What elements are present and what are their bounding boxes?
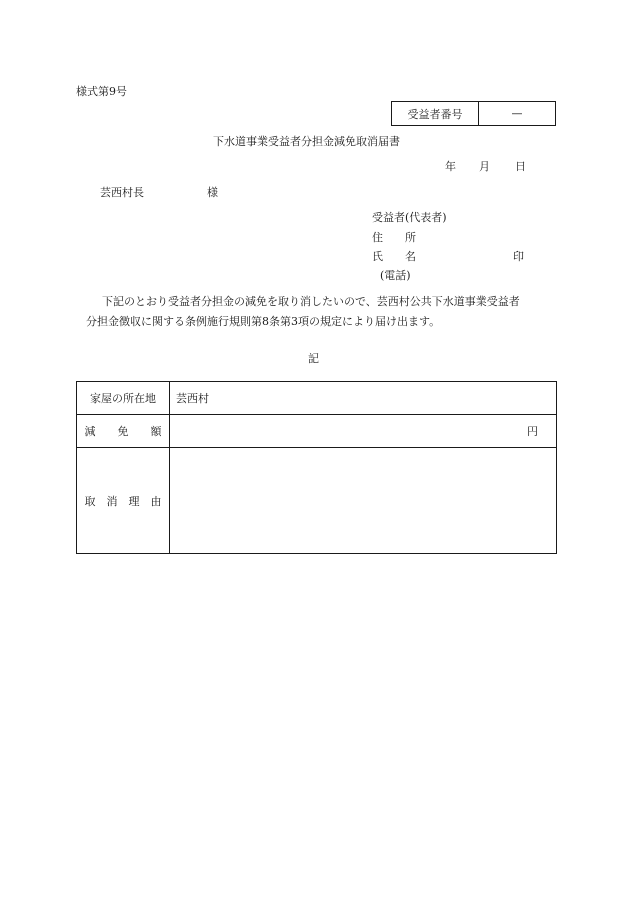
document-title: 下水道事業受益者分担金減免取消届書	[213, 135, 400, 148]
reason-value[interactable]	[170, 448, 557, 554]
recipient-number-value[interactable]: —	[479, 102, 556, 126]
amount-value[interactable]	[170, 415, 557, 448]
seal-mark: 印	[513, 250, 524, 263]
details-table	[76, 381, 557, 554]
applicant-phone-label: (電話)	[380, 269, 411, 282]
applicant-heading: 受益者(代表者)	[372, 211, 447, 224]
recipient-number-label: 受益者番号	[392, 102, 479, 126]
recipient-number-box	[391, 101, 556, 126]
amount-label: 減 免 額	[77, 415, 170, 448]
applicant-address-label: 住 所	[372, 231, 416, 244]
form-number: 様式第9号	[76, 85, 127, 98]
date-day: 日	[515, 160, 526, 173]
date-year: 年	[445, 160, 456, 173]
reason-label: 取 消 理 由	[77, 448, 170, 554]
applicant-name-label: 氏 名	[372, 250, 416, 263]
location-label: 家屋の所在地	[77, 382, 170, 415]
ki-heading: 記	[308, 352, 319, 365]
body-text-line-1: 下記のとおり受益者分担金の減免を取り消したいので、芸西村公共下水道事業受益者	[102, 295, 520, 308]
date-month: 月	[479, 160, 490, 173]
amount-unit: 円	[527, 425, 538, 438]
body-text-line-2: 分担金徴収に関する条例施行規則第8条第3項の規定により届け出ます。	[86, 315, 441, 328]
addressee-honorific: 様	[207, 186, 218, 199]
location-value[interactable]	[170, 382, 557, 415]
addressee-name: 芸西村長	[100, 186, 144, 199]
location-value-text: 芸西村	[176, 392, 209, 405]
